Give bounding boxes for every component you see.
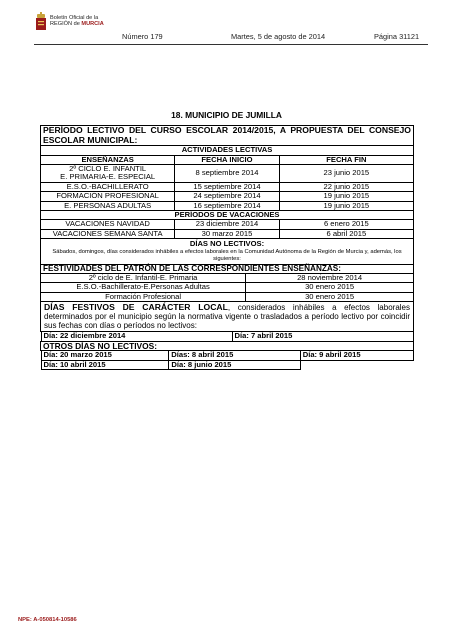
non-teaching-heading: DÍAS NO LECTIVOS: <box>189 239 265 249</box>
patron-date: 30 enero 2015 <box>246 283 414 292</box>
activity-end: 22 junio 2015 <box>279 182 413 191</box>
vacation-name: VACACIONES SEMANA SANTA <box>41 229 175 238</box>
activity-start: 15 septiembre 2014 <box>175 182 279 191</box>
activity-start: 8 septiembre 2014 <box>175 165 279 183</box>
other-days-heading: OTROS DÍAS NO LECTIVOS: <box>41 341 414 350</box>
section-title: 18. MUNICIPIO DE JUMILLA <box>171 110 282 120</box>
other-day: Día: 10 abril 2015 <box>41 361 169 370</box>
activity-name: E. PERSONAS ADULTAS <box>41 201 175 210</box>
other-day: Día: 20 marzo 2015 <box>41 351 169 360</box>
activities-heading: ACTIVIDADES LECTIVAS <box>41 146 414 155</box>
table-row <box>41 220 414 229</box>
vacation-name: VACACIONES NAVIDAD <box>41 220 175 229</box>
vacation-end: 6 abril 2015 <box>279 229 413 238</box>
other-day: Días: 8 abril 2015 <box>169 351 300 360</box>
activity-name: 2º CICLO E. INFANTIL E. PRIMARIA-E. ESPECIAL <box>41 165 175 183</box>
patron-date: 30 enero 2015 <box>246 292 414 301</box>
table-row <box>41 292 414 301</box>
local-day: Día: 22 diciembre 2014 <box>41 332 232 340</box>
table-row <box>41 192 414 201</box>
brand-line-1: Boletín Oficial de la <box>50 15 99 21</box>
table-row <box>41 229 414 238</box>
local-day: Día: 7 abril 2015 <box>232 332 413 340</box>
activity-end: 19 junio 2015 <box>279 192 413 201</box>
non-teaching-text: Sábados, domingos, días considerados inhábiles a efectos laborales en la Comunidad Autónoma de la Región de Murcia y, además, los siguientes: <box>52 248 402 262</box>
col-header-end: FECHA FIN <box>279 155 413 164</box>
patron-date: 28 noviembre 2014 <box>246 274 414 283</box>
issue-date: Martes, 5 de agosto de 2014 <box>231 32 326 41</box>
activity-end: 19 junio 2015 <box>279 201 413 210</box>
activity-name: E.S.O.-BACHILLERATO <box>41 182 175 191</box>
npe-footer: NPE: A-050814-10586 <box>18 617 77 623</box>
patron-heading: FESTIVIDADES DEL PATRÓN DE LAS CORRESPONDIENTES ENSEÑANZAS: <box>41 264 414 273</box>
vacation-start: 23 diciembre 2014 <box>175 220 279 229</box>
activity-start: 24 septiembre 2014 <box>175 192 279 201</box>
bulletin-brand <box>50 15 104 28</box>
activity-end: 23 junio 2015 <box>279 165 413 183</box>
vacation-end: 6 enero 2015 <box>279 220 413 229</box>
issue-number: Número 179 <box>122 32 163 41</box>
other-day: Día: 8 junio 2015 <box>169 361 301 370</box>
patron-name: Formación Profesional <box>41 292 246 301</box>
activity-start: 16 septiembre 2014 <box>175 201 279 210</box>
col-header-start: FECHA INICIO <box>175 155 279 164</box>
region-crest-logo <box>35 12 47 32</box>
local-holidays-text: DÍAS FESTIVOS DE CARÁCTER LOCAL, considerados inhábiles a efectos laborales determinados por el municipio según la normativa vigente o trasladados a período lectivo por coincidir sus fechas con días o períodos no lectivos: <box>41 302 414 332</box>
page-number: Página 31121 <box>374 32 420 41</box>
table-row <box>41 283 414 292</box>
vacations-heading: PERÍODOS DE VACACIONES <box>41 211 414 220</box>
patron-name: 2º ciclo de E. Infantil-E. Primaria <box>41 274 246 283</box>
table-row <box>41 165 414 183</box>
brand-line-2a: REGIÓN de <box>50 21 80 28</box>
activity-name: FORMACIÓN PROFESIONAL <box>41 192 175 201</box>
patron-name: E.S.O.-Bachillerato-E.Personas Adultas <box>41 283 246 292</box>
school-calendar-table <box>40 125 414 469</box>
brand-line-2b: MURCIA <box>81 21 104 28</box>
header-divider <box>34 44 428 45</box>
vacation-start: 30 marzo 2015 <box>175 229 279 238</box>
col-header-enseñanzas: ENSEÑANZAS <box>41 155 175 164</box>
intro-text: PERÍODO LECTIVO DEL CURSO ESCOLAR 2014/2015, A PROPUESTA DEL CONSEJO ESCOLAR MUNICIPAL: <box>41 126 414 146</box>
other-day: Día: 9 abril 2015 <box>300 351 413 360</box>
